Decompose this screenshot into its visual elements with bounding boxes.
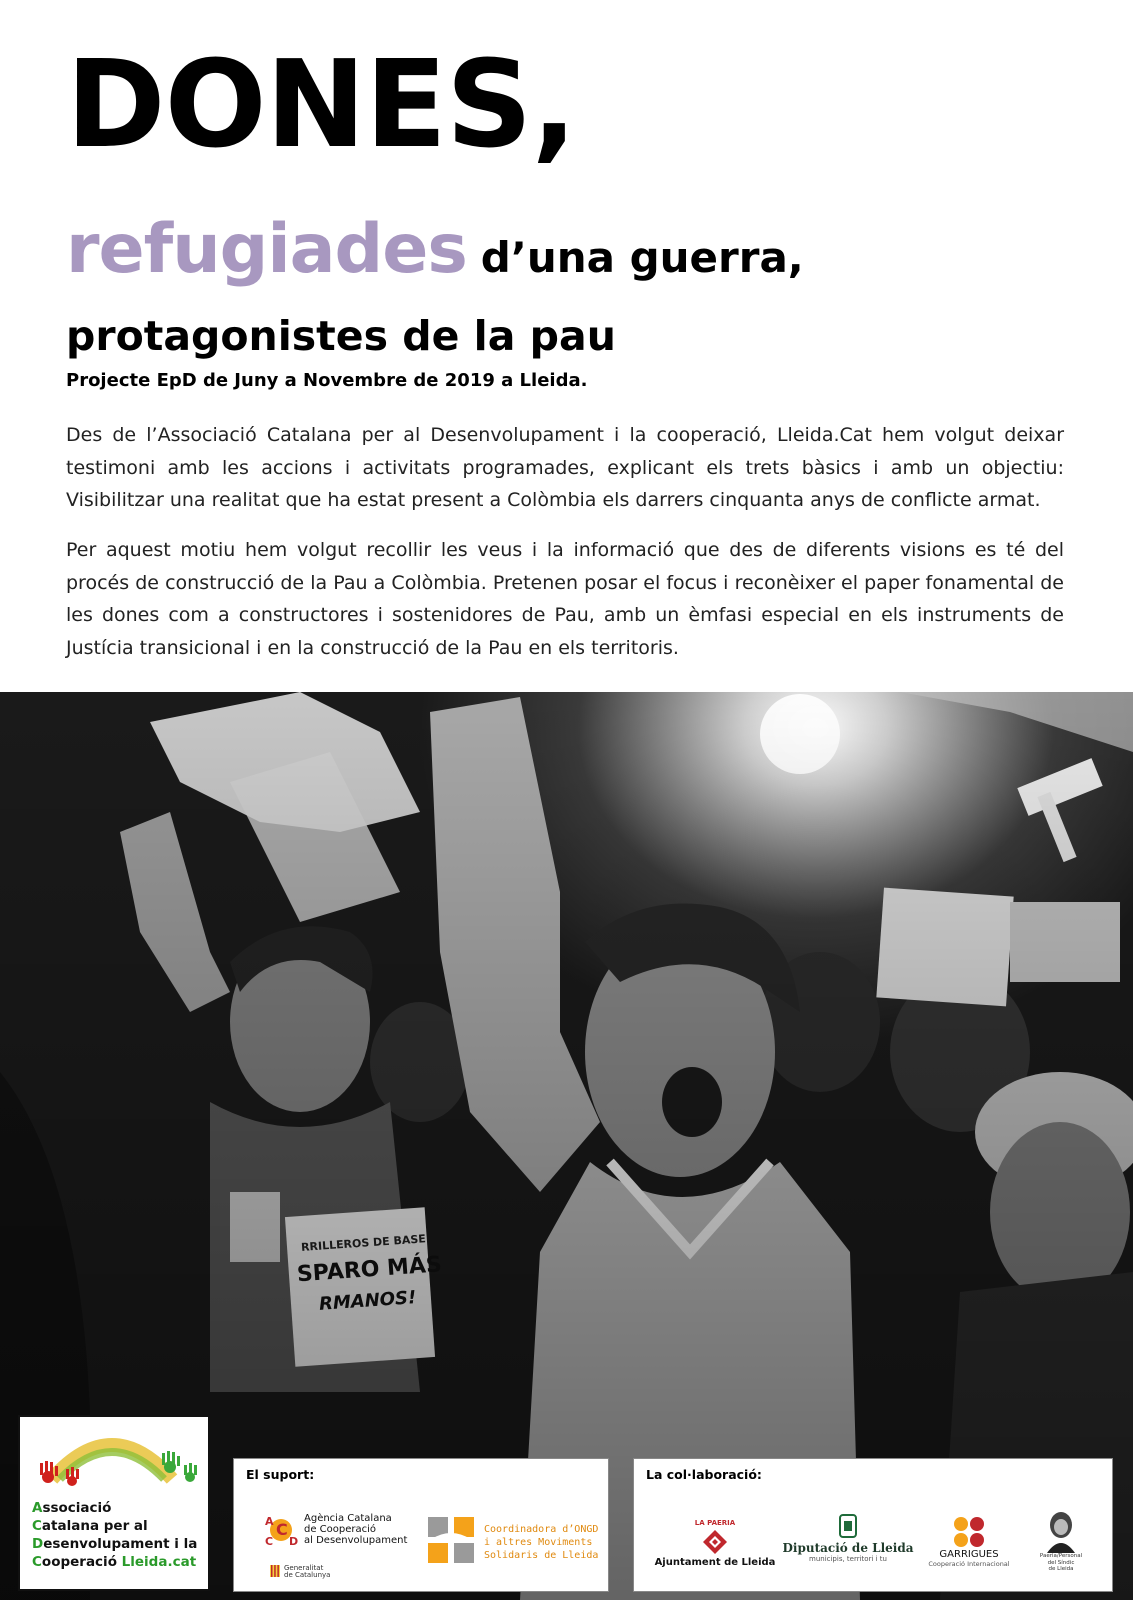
acd-line3: al Desenvolupament — [304, 1535, 408, 1546]
sindic-logo — [1026, 1509, 1096, 1573]
rainbow-hands-icon — [20, 1417, 208, 1497]
paeria-logo — [640, 1519, 790, 1568]
gencat-flag-icon — [270, 1565, 280, 1577]
org-logo-text — [32, 1499, 197, 1571]
title-accent: refugiades — [66, 210, 467, 289]
paeria-shield-icon — [702, 1529, 728, 1555]
collab-label: La col·laboració: — [646, 1467, 762, 1482]
acd-logo-icon — [264, 1513, 298, 1547]
support-label: El suport: — [246, 1467, 315, 1482]
garrigues-name: GARRIGUES — [939, 1549, 999, 1560]
paragraph-motivation: Per aquest motiu hem volgut recollir les veus i la informació que des de diferents visions es té del procés de construcció de la Pau a Colòmbia. Pretenen posar el focus i reconèixer el paper fonamental de les dones com a constructores i sostenidores de Pau, amb un èmfasi especial en els instruments de Justícia transicional i en la construcció de la Pau en els territoris. — [66, 539, 1064, 659]
logo-line1: ssociació — [42, 1500, 112, 1516]
paragraph-intro: Des de l’Associació Catalana per al Desenvolupament i la cooperació, Lleida.Cat hem volgut deixar testimoni amb les accions i activitats programades, explicant els trets bàsics i amb un objectiu: Visibilitzar una realitat que ha estat present a Colòmbia els darrers cinquanta anys de conflicte armat. — [66, 424, 1064, 511]
diputacio-sub: municipis, territori i tu — [809, 1555, 887, 1563]
garrigues-circles-icon — [951, 1515, 987, 1549]
logo-line3: esenvolupament i la — [43, 1536, 198, 1552]
acd-letter-c2: C — [265, 1535, 274, 1547]
org-logo — [18, 1415, 210, 1591]
diputacio-crest-icon — [838, 1513, 858, 1541]
acd-letter-d: D — [289, 1535, 298, 1547]
collaboration-box — [633, 1458, 1113, 1592]
coord-line2: i altres Moviments — [484, 1537, 593, 1548]
garrigues-sub: Cooperació Internacional — [928, 1560, 1010, 1568]
support-box — [233, 1458, 609, 1592]
title-rest: d’una guerra, — [480, 233, 804, 282]
sindic-line3: de Lleida — [1048, 1566, 1074, 1572]
logo-line2: atalana per al — [41, 1518, 148, 1534]
title-main: DONES, — [66, 36, 577, 175]
title-line3: protagonistes de la pau — [66, 312, 616, 360]
logo-cap-c2: C — [32, 1554, 42, 1570]
acd-letter-c: C — [276, 1520, 288, 1539]
coord-line3: Solidaris de Lleida — [484, 1550, 599, 1561]
handshake-icon — [426, 1515, 476, 1567]
diputacio-name: Diputació de Lleida — [782, 1541, 914, 1555]
logo-cap-c1: C — [32, 1518, 42, 1534]
diputacio-logo — [780, 1513, 916, 1563]
garrigues-logo — [924, 1515, 1014, 1568]
acd-line1: Agència Catalana — [304, 1513, 392, 1524]
logo-site: Lleida.cat — [121, 1554, 197, 1570]
project-subtitle: Projecte EpD de Juny a Novembre de 2019 a Lleida. — [66, 370, 588, 391]
title-line2 — [66, 210, 804, 289]
acd-line2: de Cooperació — [304, 1524, 377, 1535]
logo-cap-a: A — [32, 1500, 43, 1516]
coord-line1: Coordinadora d’ONGD — [484, 1524, 599, 1535]
logo-cap-d: D — [32, 1536, 44, 1552]
gencat-line2: de Catalunya — [284, 1571, 331, 1579]
gencat-line1: Generalitat — [284, 1564, 324, 1572]
sindic-line1: Paeria/Personal — [1039, 1553, 1083, 1559]
logo-line4: ooperació — [41, 1554, 122, 1570]
acd-letter-a: A — [265, 1515, 274, 1528]
sindic-line2: del Síndic — [1047, 1559, 1075, 1566]
ajuntament-name: Ajuntament de Lleida — [654, 1557, 776, 1568]
sindic-portrait-icon — [1041, 1509, 1081, 1553]
paeria-top: LA PAERIA — [694, 1519, 736, 1527]
